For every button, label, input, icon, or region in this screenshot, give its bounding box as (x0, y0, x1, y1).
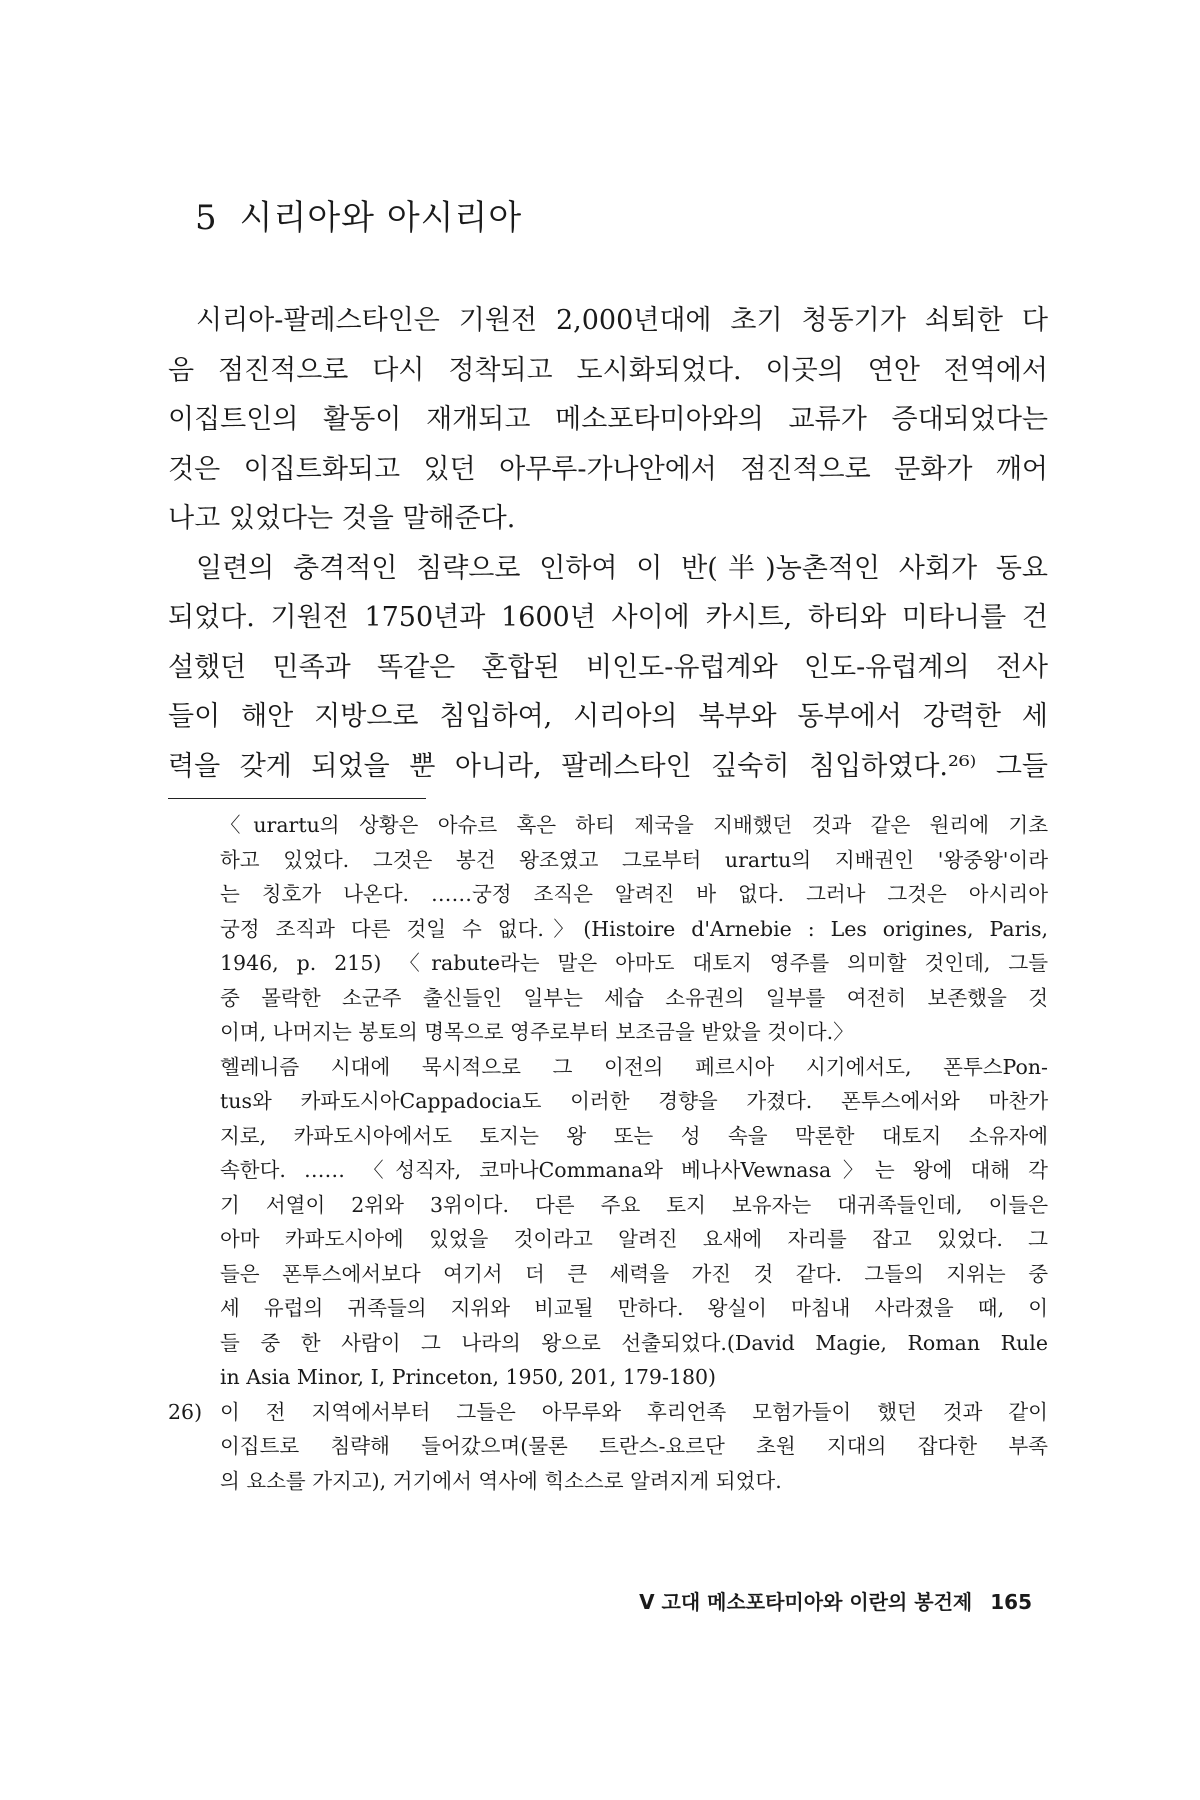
note-line: 아마 카파도시아에 있었을 것이라고 알려진 요새에 자리를 잡고 있었다. 그 (220, 1227, 1048, 1251)
note-line: 〈urartu의 상황은 아슈르 혹은 하티 제국을 지배했던 것과 같은 원리에 기초 (220, 813, 1048, 837)
note-line: 헬레니즘 시대에 묵시적으로 그 이전의 페르시아 시기에서도, 폰투스Pon- (220, 1054, 1048, 1079)
chapter-title: V 고대 메소포타미아와 이란의 봉건제 (639, 1590, 973, 1614)
body-line: 음 점진적으로 다시 정착되고 도시화되었다. 이곳의 연안 전역에서 (168, 354, 1048, 386)
body-line: 시리아-팔레스타인은 기원전 2,000년대에 초기 청동기가 쇠퇴한 다 (196, 305, 1048, 336)
running-footer (639, 1586, 1032, 1615)
footnote-26-line (168, 1395, 1048, 1430)
note-line: 기 서열이 2위와 3위이다. 다른 주요 토지 보유자는 대귀족들인데, 이들은 (220, 1192, 1048, 1217)
body-line: 설했던 민족과 똑같은 혼합된 비인도-유럽계와 인도-유럽계의 전사 (168, 651, 1048, 683)
body-text (168, 296, 1048, 791)
note-line: 속한다. …… 〈성직자, 코마나Commana와 베나사Vewnasa〉는 왕에 대해 각 (220, 1158, 1048, 1182)
note-line: tus와 카파도시아Cappadocia도 이러한 경향을 가졌다. 폰투스에서와 마찬가 (220, 1089, 1048, 1113)
note-line: 지로, 카파도시아에서도 토지는 왕 또는 성 속을 막론한 대토지 소유자에 (220, 1123, 1048, 1148)
note-line: 들은 폰투스에서보다 여기서 더 큰 세력을 가진 것 같다. 그들의 지위는 중 (220, 1261, 1048, 1286)
footnote-number: 26) (168, 1399, 203, 1424)
note-line: 들 중 한 사람이 그 나라의 왕으로 선출되었다.(David Magie, Roman Rule (220, 1330, 1048, 1355)
footnotes (168, 808, 1048, 1498)
note-line: in Asia Minor, I, Princeton, 1950, 201, 179-180) (220, 1365, 717, 1389)
body-line: 되었다. 기원전 1750년과 1600년 사이에 카시트, 하티와 미타니를 건 (168, 602, 1048, 633)
footnote-divider (168, 798, 426, 799)
note-line: 이며, 나머지는 봉토의 명목으로 영주로부터 보조금을 받았을 것이다.〉 (220, 1020, 854, 1044)
page-number: 165 (990, 1590, 1032, 1614)
footnote-26-line: 이집트로 침략해 들어갔으며(물론 트란스-요르단 초원 지대의 잡다한 부족 (220, 1434, 1048, 1458)
note-line: 세 유럽의 귀족들의 지위와 비교될 만하다. 왕실이 마침내 사라졌을 때, 이 (220, 1296, 1048, 1320)
footnote-26-line: 의 요소를 가지고), 거기에서 역사에 힉소스로 알려지게 되었다. (220, 1468, 782, 1493)
body-line: 력을 갖게 되었을 뿐 아니라, 팔레스타인 깊숙히 침입하였다.²⁶⁾ 그들 (168, 750, 1048, 782)
body-line: 들이 해안 지방으로 침입하여, 시리아의 북부와 동부에서 강력한 세 (168, 701, 1048, 732)
page-footer (0, 1586, 1200, 1616)
body-line: 이집트인의 활동이 재개되고 메소포타미아와의 교류가 증대되었다는 (168, 404, 1048, 435)
body-line: 나고 있었다는 것을 말해준다. (168, 503, 516, 534)
section-title: 시리아와 아시리아 (239, 198, 523, 238)
body-line: 일련의 충격적인 침략으로 인하여 이 반(半)농촌적인 사회가 동요 (196, 552, 1048, 584)
note-line: 하고 있었다. 그것은 봉건 왕조였고 그로부터 urartu의 지배권인 '왕중왕'이라 (220, 847, 1048, 872)
note-line: 중 몰락한 소군주 출신들인 일부는 세습 소유권의 일부를 여전히 보존했을 것 (220, 985, 1048, 1010)
note-line: 는 칭호가 나온다. ……궁정 조직은 알려진 바 없다. 그러나 그것은 아시리아 (220, 882, 1048, 906)
note-line: 1946, p. 215) 〈rabute라는 말은 아마도 대토지 영주를 의미할 것인데, 그들 (220, 951, 1048, 975)
body-line: 것은 이집트화되고 있던 아무루-가나안에서 점진적으로 문화가 깨어 (168, 453, 1048, 485)
note-line: 궁정 조직과 다른 것일 수 없다.〉(Histoire d'Arnebie : Les origines, Paris, (220, 916, 1048, 941)
section-number: 5 (195, 198, 218, 238)
section-heading (195, 190, 522, 239)
footnote-text: 이 전 지역에서부터 그들은 아무루와 후리언족 모험가들이 했던 것과 같이 (220, 1399, 1048, 1424)
